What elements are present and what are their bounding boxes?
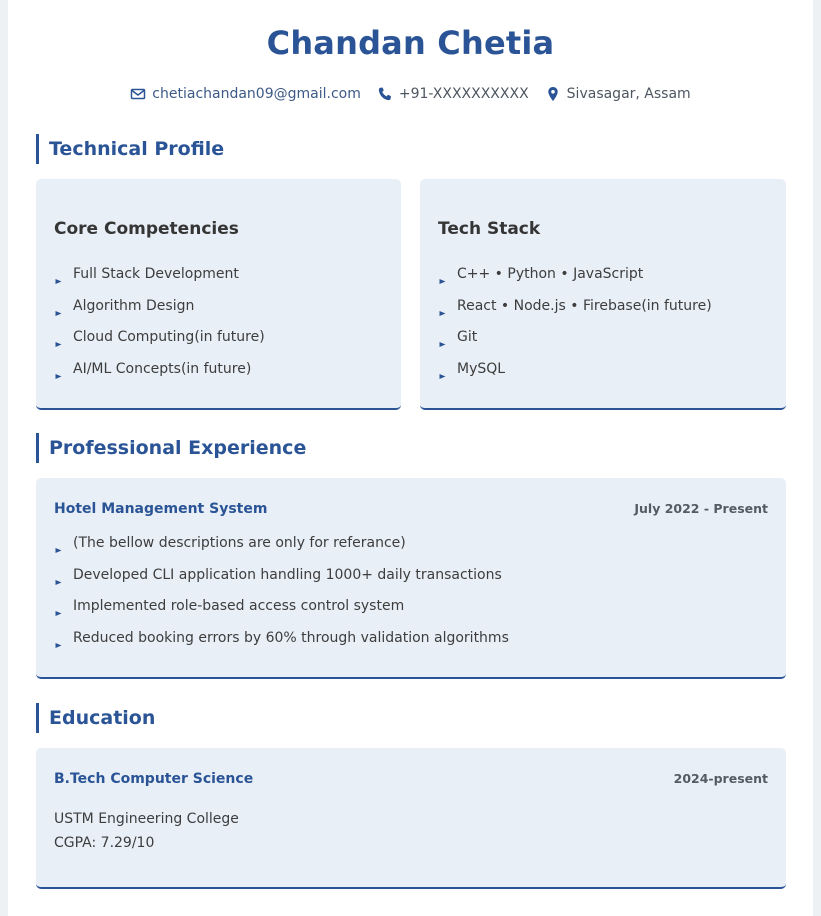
- project-title: Hotel Management System: [54, 501, 268, 517]
- list-item: Developed CLI application handling 1000+ daily transactions: [54, 565, 509, 597]
- tech-stack-list: [438, 264, 712, 391]
- bullet-icon: [439, 366, 446, 373]
- technical-profile-heading: Technical Profile: [36, 134, 224, 164]
- contact-bar: [8, 86, 813, 102]
- core-competencies-list: [54, 264, 265, 391]
- bullet-icon: [55, 334, 62, 341]
- bullet-icon: [439, 303, 446, 310]
- list-item: Cloud Computing(in future): [54, 327, 265, 359]
- mail-icon: [130, 86, 146, 102]
- list-item: (The bellow descriptions are only for referance): [54, 533, 509, 565]
- email-text: chetiachandan09@gmail.com: [152, 86, 361, 102]
- degree-date: 2024-present: [673, 771, 768, 786]
- contact-phone[interactable]: [377, 86, 529, 102]
- project-date: July 2022 - Present: [634, 501, 768, 516]
- map-pin-icon: [545, 86, 561, 102]
- candidate-name: Chandan Chetia: [266, 24, 555, 62]
- bullet-icon: [55, 540, 62, 547]
- phone-text: +91-XXXXXXXXXX: [398, 86, 529, 102]
- list-item: AI/ML Concepts(in future): [54, 359, 265, 391]
- contact-email[interactable]: [130, 86, 361, 102]
- list-item: Algorithm Design: [54, 296, 265, 328]
- education-card: [36, 748, 786, 889]
- experience-card: [36, 478, 786, 679]
- contact-location: [545, 86, 691, 102]
- tech-stack-title: Tech Stack: [438, 219, 541, 239]
- resume-page: [8, 0, 813, 916]
- core-competencies-card: [36, 179, 401, 410]
- list-item: Implemented role-based access control system: [54, 596, 509, 628]
- phone-icon: [377, 86, 393, 102]
- list-item: Git: [438, 327, 712, 359]
- cgpa-text: CGPA: 7.29/10: [54, 835, 155, 851]
- list-item: C++ • Python • JavaScript: [438, 264, 712, 296]
- list-item: React • Node.js • Firebase(in future): [438, 296, 712, 328]
- list-item: Reduced booking errors by 60% through validation algorithms: [54, 628, 509, 660]
- bullet-icon: [439, 271, 446, 278]
- experience-list: [54, 533, 509, 660]
- professional-experience-heading: Professional Experience: [36, 433, 306, 463]
- bullet-icon: [55, 271, 62, 278]
- list-item: Full Stack Development: [54, 264, 265, 296]
- bullet-icon: [55, 572, 62, 579]
- bullet-icon: [55, 635, 62, 642]
- tech-stack-card: [420, 179, 786, 410]
- bullet-icon: [55, 603, 62, 610]
- bullet-icon: [439, 334, 446, 341]
- location-text: Sivasagar, Assam: [566, 86, 691, 102]
- degree-title: B.Tech Computer Science: [54, 771, 254, 787]
- bullet-icon: [55, 303, 62, 310]
- school-name: USTM Engineering College: [54, 811, 239, 827]
- bullet-icon: [55, 366, 62, 373]
- core-competencies-title: Core Competencies: [54, 219, 239, 239]
- education-heading: Education: [36, 703, 155, 733]
- list-item: MySQL: [438, 359, 712, 391]
